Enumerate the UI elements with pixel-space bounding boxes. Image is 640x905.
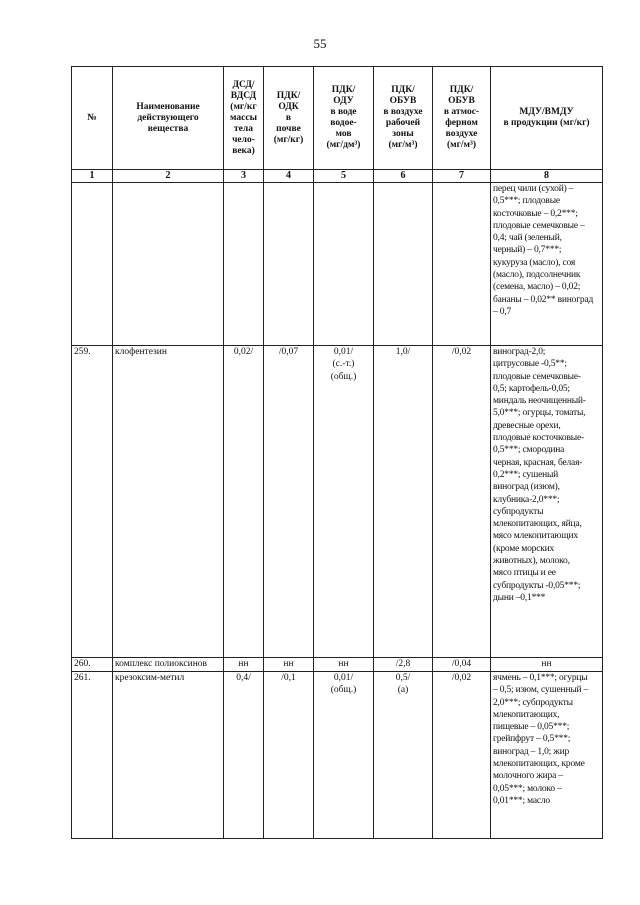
cell-pdk-water: 0,01/ (с.-т.) (общ.) bbox=[314, 346, 374, 658]
cell-pdk-soil bbox=[264, 183, 314, 346]
regulation-table bbox=[71, 66, 603, 839]
cell-dsd bbox=[224, 183, 264, 346]
column-number: 7 bbox=[433, 170, 491, 183]
cell-num: 259. bbox=[72, 346, 113, 658]
cell-num: 260. bbox=[72, 658, 113, 672]
cell-mrl: виноград-2,0; цитрусовые -0,5**; плодовые семечковые- 0,5; картофель-0,05; миндаль неочищенный- 5,0***; огурцы, томаты, древесные орехи, плодовые косточковые- 0,5***; смородина черная, красная, белая- 0,2***; сушеный виноград (изюм), клубника-2,0***; субпродукты млекопитающих, яйца, мясо млекопитающих (кроме морских животных), молоко, мясо птицы и ее субпродукты -0,05***; дыни –0,1*** bbox=[491, 346, 603, 658]
cell-pdk-atm-air bbox=[433, 183, 491, 346]
table-row bbox=[72, 658, 603, 672]
cell-pdk-work-air bbox=[374, 183, 433, 346]
cell-dsd: 0,4/ bbox=[224, 672, 264, 839]
cell-dsd: 0,02/ bbox=[224, 346, 264, 658]
column-number: 4 bbox=[264, 170, 314, 183]
cell-pdk-water: нн bbox=[314, 658, 374, 672]
header-num: № bbox=[72, 67, 113, 170]
header-mrl: МДУ/ВМДУ в продукции (мг/кг) bbox=[491, 67, 603, 170]
column-number: 2 bbox=[113, 170, 224, 183]
column-number: 5 bbox=[314, 170, 374, 183]
cell-pdk-atm-air: /0,04 bbox=[433, 658, 491, 672]
header-pdk-soil: ПДК/ ОДК в почве (мг/кг) bbox=[264, 67, 314, 170]
column-number-row bbox=[72, 170, 603, 183]
cell-pdk-atm-air: /0,02 bbox=[433, 672, 491, 839]
table-row bbox=[72, 672, 603, 839]
cell-pdk-atm-air: /0,02 bbox=[433, 346, 491, 658]
cell-substance-name: комплекс полиоксинов bbox=[113, 658, 224, 672]
header-dsd: ДСД/ ВДСД (мг/кг массы тела чело- века) bbox=[224, 67, 264, 170]
cell-substance-name: клофентезин bbox=[113, 346, 224, 658]
column-number: 6 bbox=[374, 170, 433, 183]
cell-mrl: нн bbox=[491, 658, 603, 672]
page-number: 55 bbox=[313, 36, 327, 51]
cell-num bbox=[72, 183, 113, 346]
table-row bbox=[72, 346, 603, 658]
cell-substance-name bbox=[113, 183, 224, 346]
cell-mrl: перец чили (сухой) – 0,5***; плодовые косточковые – 0,2***; плодовые семечковые – 0,4; чай (зеленый, черный) – 0,7***; кукуруза (масло), соя (масло), подсолнечник (семена, масло) – 0,02; бананы – 0,02** виноград – 0,7 bbox=[491, 183, 603, 346]
cell-pdk-water: 0,01/ (общ.) bbox=[314, 672, 374, 839]
cell-pdk-soil: /0,07 bbox=[264, 346, 314, 658]
cell-num: 261. bbox=[72, 672, 113, 839]
cell-substance-name: крезоксим-метил bbox=[113, 672, 224, 839]
cell-pdk-soil: /0,1 bbox=[264, 672, 314, 839]
column-number: 3 bbox=[224, 170, 264, 183]
cell-pdk-work-air: 1,0/ bbox=[374, 346, 433, 658]
table-row-continuation bbox=[72, 183, 603, 346]
cell-pdk-work-air: /2,8 bbox=[374, 658, 433, 672]
cell-mrl: ячмень – 0,1***; огурцы – 0,5; изюм, сушенный – 2,0***; субпродукты млекопитающих, пищевые – 0,05***; грейпфрут – 0,5***; виноград – 1,0; жир млекопитающих, кроме молочного жира – 0,05***; молоко – 0,01***; масло bbox=[491, 672, 603, 839]
cell-pdk-work-air: 0,5/ (а) bbox=[374, 672, 433, 839]
column-number: 1 bbox=[72, 170, 113, 183]
cell-pdk-water bbox=[314, 183, 374, 346]
header-pdk-atm-air: ПДК/ ОБУВ в атмос- ферном воздухе (мг/м³) bbox=[433, 67, 491, 170]
header-pdk-work-air: ПДК/ ОБУВ в воздухе рабочей зоны (мг/м³) bbox=[374, 67, 433, 170]
cell-dsd: нн bbox=[224, 658, 264, 672]
column-number: 8 bbox=[491, 170, 603, 183]
header-row bbox=[72, 67, 603, 170]
header-substance-name: Наименование действующего вещества bbox=[113, 67, 224, 170]
header-pdk-water: ПДК/ ОДУ в воде водое- мов (мг/дм³) bbox=[314, 67, 374, 170]
cell-pdk-soil: нн bbox=[264, 658, 314, 672]
